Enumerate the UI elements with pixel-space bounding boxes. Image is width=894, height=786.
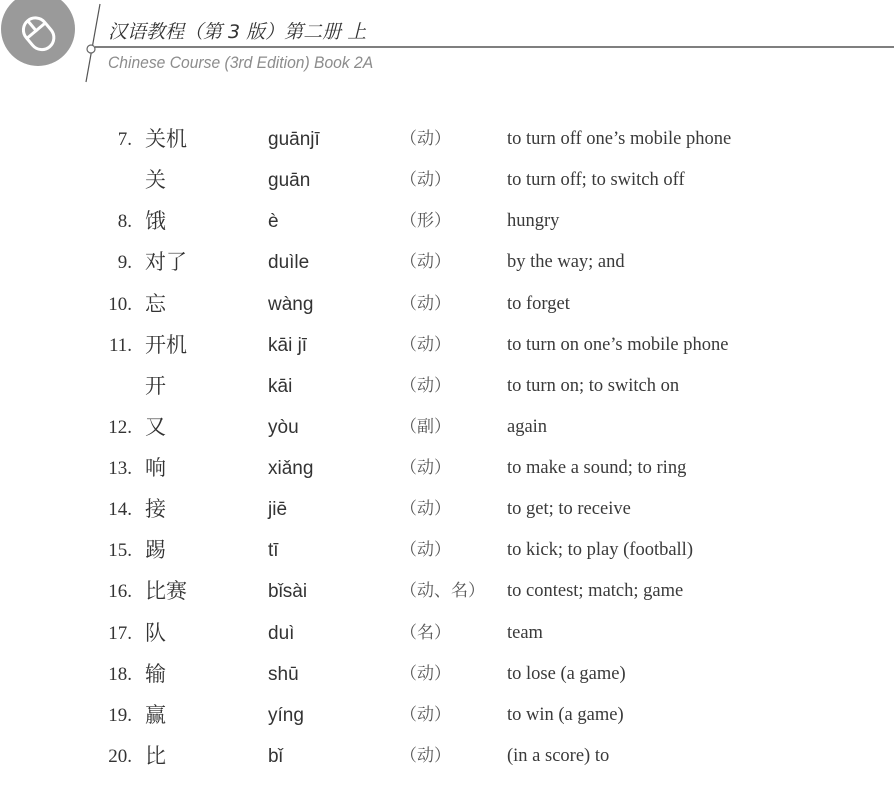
vocab-row: [0, 201, 894, 242]
vocab-pinyin: yòu: [268, 416, 299, 438]
vocab-pinyin: shū: [268, 663, 299, 685]
vocab-part-of-speech: （动）: [400, 745, 451, 766]
vocab-pinyin: bǐ: [268, 745, 283, 767]
vocab-part-of-speech: （动）: [400, 663, 451, 684]
vocab-meaning: to lose (a game): [507, 663, 626, 684]
vocab-pinyin: è: [268, 211, 279, 233]
vocab-number: 11.: [108, 334, 132, 356]
vocab-part-of-speech: （副）: [400, 416, 451, 437]
vocab-pinyin: wàng: [268, 293, 314, 315]
vocab-pinyin: kāi jī: [268, 334, 308, 356]
book-title-chinese: 汉语教程（第 3 版）第二册 上: [108, 21, 367, 43]
vocab-row: [0, 695, 894, 736]
vocab-part-of-speech: （动）: [400, 129, 451, 149]
vocab-word: 比赛: [145, 579, 187, 604]
vocab-meaning: to turn on; to switch on: [507, 375, 680, 396]
vocab-row: [0, 654, 894, 695]
vocab-meaning: again: [507, 416, 548, 437]
vocab-meaning: to turn off one’s mobile phone: [507, 129, 732, 149]
vocab-word: 输: [145, 661, 166, 686]
vocab-number: 8.: [117, 211, 132, 233]
vocab-part-of-speech: （动）: [400, 458, 451, 479]
vocab-word: 响: [145, 456, 166, 481]
vocab-pinyin: kāi: [268, 375, 293, 397]
vocab-pinyin: duì: [268, 622, 295, 644]
vocab-part-of-speech: （动）: [400, 375, 451, 396]
vocab-meaning: to get; to receive: [507, 499, 631, 520]
vocab-row: [0, 366, 894, 407]
vocab-part-of-speech: （动）: [400, 252, 451, 273]
vocab-meaning: to win (a game): [507, 704, 624, 725]
vocab-part-of-speech: （名）: [400, 622, 451, 643]
vocab-row: [0, 119, 894, 160]
vocab-row: [0, 571, 894, 612]
vocab-part-of-speech: （动、名）: [400, 581, 485, 602]
vocab-part-of-speech: （动）: [400, 499, 451, 520]
vocab-word: 赢: [145, 702, 166, 727]
vocab-meaning: to turn on one’s mobile phone: [507, 334, 729, 355]
vocab-number: 19.: [108, 704, 132, 726]
vocab-row: [0, 448, 894, 489]
vocab-number: 10.: [108, 293, 132, 315]
vocab-row: [0, 325, 894, 366]
vocab-number: 15.: [108, 540, 132, 562]
book-title-english: Chinese Course (3rd Edition) Book 2A: [108, 53, 374, 72]
vocab-word: 接: [145, 497, 166, 522]
vocab-row: [0, 489, 894, 530]
vocab-pinyin: jiē: [268, 499, 288, 521]
vocab-number: 14.: [108, 499, 132, 521]
vocab-word: 开机: [145, 332, 187, 357]
vocab-word: 开: [145, 373, 166, 398]
vocab-number: 16.: [108, 581, 132, 603]
vocab-part-of-speech: （动）: [400, 540, 451, 561]
header-divider: [0, 0, 894, 90]
vocab-pinyin: tī: [268, 540, 279, 562]
vocab-meaning: to make a sound; to ring: [507, 458, 687, 479]
vocab-pinyin: bǐsài: [268, 581, 308, 603]
vocab-meaning: team: [507, 622, 543, 643]
vocab-meaning: to contest; match; game: [507, 581, 684, 602]
vocab-number: 17.: [108, 622, 132, 644]
vocab-row: [0, 530, 894, 571]
vocab-number: 9.: [117, 252, 132, 274]
vocab-word: 关机: [145, 127, 187, 151]
vocab-meaning: to forget: [507, 293, 570, 314]
vocab-word: 踢: [145, 538, 166, 563]
vocab-part-of-speech: （动）: [400, 293, 451, 314]
vocab-part-of-speech: （动）: [400, 170, 451, 191]
vocab-number: 12.: [108, 416, 132, 438]
vocab-part-of-speech: （动）: [400, 334, 451, 355]
vocab-row: [0, 407, 894, 448]
vocab-part-of-speech: （形）: [400, 211, 451, 232]
vocab-row: [0, 242, 894, 283]
vocab-meaning: (in a score) to: [507, 745, 610, 766]
vocab-word: 忘: [145, 291, 166, 316]
vocab-word: 对了: [145, 250, 187, 275]
vocab-pinyin: guānjī: [268, 129, 320, 150]
vocab-row: [0, 284, 894, 325]
vocab-word: 关: [145, 168, 166, 193]
vocabulary-list: [0, 119, 894, 779]
vocab-word: 又: [145, 414, 166, 439]
vocab-meaning: by the way; and: [507, 252, 625, 273]
vocab-part-of-speech: （动）: [400, 704, 451, 725]
vocab-row: [0, 160, 894, 201]
vocab-pinyin: duìle: [268, 252, 310, 274]
vocab-number: 20.: [108, 745, 132, 767]
vocab-pinyin: guān: [268, 170, 311, 192]
vocab-number: 13.: [108, 458, 132, 480]
vocab-number: 18.: [108, 663, 132, 685]
vocab-word: 队: [145, 620, 166, 645]
vocab-word: 比: [145, 743, 166, 768]
vocab-pinyin: xiǎng: [268, 458, 314, 480]
vocab-meaning: to turn off; to switch off: [507, 170, 685, 191]
vocab-word: 饿: [145, 209, 166, 234]
vocab-row: [0, 613, 894, 654]
vocab-meaning: to kick; to play (football): [507, 540, 693, 561]
vocab-row: [0, 736, 894, 777]
vocab-meaning: hungry: [507, 211, 560, 232]
vocab-number: 7.: [117, 129, 132, 150]
vocab-pinyin: yíng: [268, 704, 304, 726]
